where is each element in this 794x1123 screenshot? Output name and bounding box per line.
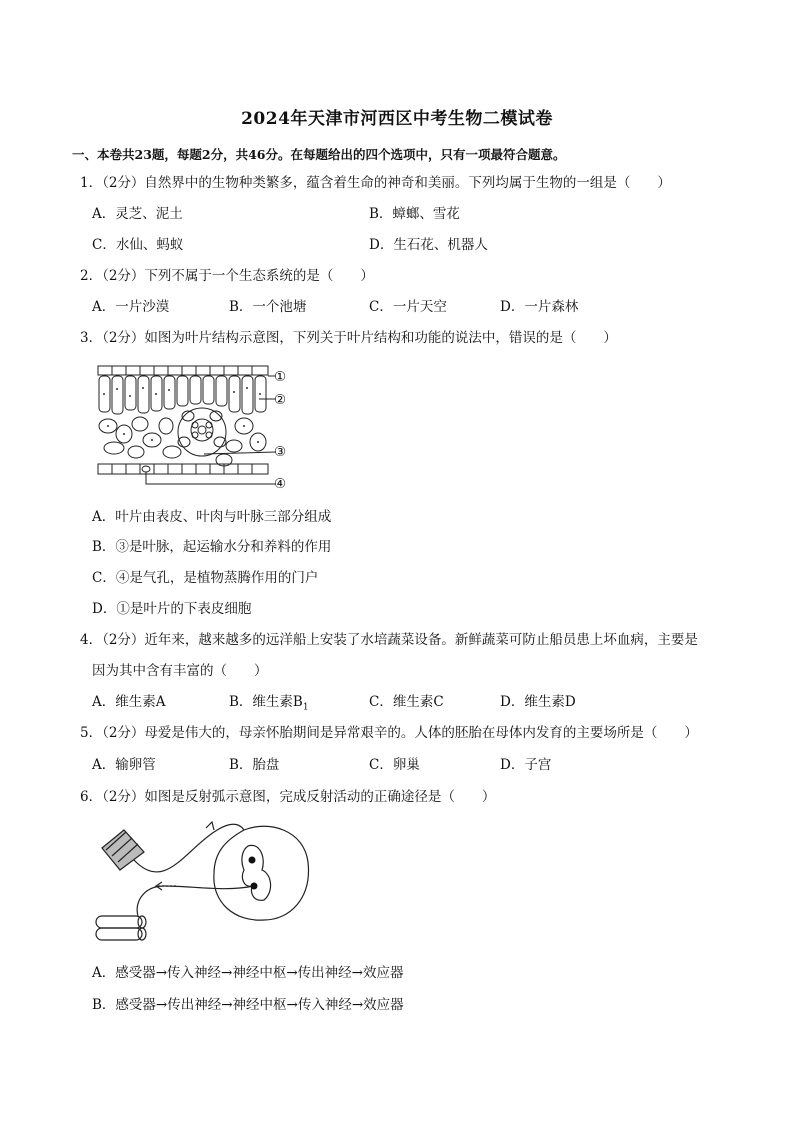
question-4-option-c[interactable]: C．维生素C <box>369 694 444 710</box>
diagram-label-3: ③ <box>274 444 287 460</box>
question-6-stem: 6．（2分）如图是反射弧示意图，完成反射活动的正确途径是（ ） <box>80 789 496 805</box>
question-4-option-b-subscript: 1 <box>302 702 309 713</box>
leaf-structure-diagram <box>94 364 304 494</box>
section-heading: 一、本卷共23题，每题2分，共46分。在每题给出的四个选项中，只有一项最符合题意。 <box>72 147 566 162</box>
diagram-label-1: ① <box>274 369 287 385</box>
question-1-option-c[interactable]: C．水仙、蚂蚁 <box>92 237 184 253</box>
question-1-option-b[interactable]: B．蟑螂、雪花 <box>369 206 460 222</box>
question-2-option-c[interactable]: C．一片天空 <box>369 299 447 315</box>
diagram-label-2: ② <box>274 392 287 408</box>
question-3-option-d[interactable]: D．①是叶片的下表皮细胞 <box>92 601 252 617</box>
reflex-arc-diagram <box>94 812 324 952</box>
question-2-option-d[interactable]: D．一片森林 <box>500 299 579 315</box>
question-5-option-b[interactable]: B．胎盘 <box>229 757 280 773</box>
question-4-option-b[interactable] <box>229 692 309 718</box>
question-5-stem: 5．（2分）母爱是伟大的，母亲怀胎期间是异常艰辛的。人体的胚胎在母体内发育的主要场所是（ ） <box>80 725 698 741</box>
question-2-option-a[interactable]: A．一片沙漠 <box>92 299 170 315</box>
question-6-option-a[interactable]: A．感受器→传入神经→神经中枢→传出神经→效应器 <box>92 965 404 981</box>
question-4-option-a[interactable]: A．维生素A <box>92 694 166 710</box>
page-title: 2024年天津市河西区中考生物二模试卷 <box>241 109 553 129</box>
question-5-option-d[interactable]: D．子宫 <box>500 757 552 773</box>
question-4-option-d[interactable]: D．维生素D <box>500 694 576 710</box>
question-3-stem: 3．（2分）如图为叶片结构示意图，下列关于叶片结构和功能的说法中，错误的是（ ） <box>80 330 617 346</box>
question-4-stem-line2: 因为其中含有丰富的（ ） <box>92 663 268 679</box>
question-5-option-a[interactable]: A．输卵管 <box>92 757 156 773</box>
question-2-stem: 2．（2分）下列不属于一个生态系统的是（ ） <box>80 268 374 284</box>
question-1-option-a[interactable]: A．灵芝、泥土 <box>92 206 183 222</box>
question-3-option-a[interactable]: A．叶片由表皮、叶肉与叶脉三部分组成 <box>92 509 332 525</box>
question-1-option-d[interactable]: D．生石花、机器人 <box>369 237 488 253</box>
question-5-option-c[interactable]: C．卵巢 <box>369 757 420 773</box>
question-1-stem: 1．（2分）自然界中的生物种类繁多，蕴含着生命的神奇和美丽。下列均属于生物的一组是（ ） <box>80 175 671 191</box>
question-6-option-b[interactable]: B．感受器→传出神经→神经中枢→传入神经→效应器 <box>92 997 404 1013</box>
question-3-option-b[interactable]: B．③是叶脉，起运输水分和养料的作用 <box>92 539 332 555</box>
question-4-option-b-text: B．维生素B <box>229 694 303 710</box>
question-3-option-c[interactable]: C．④是气孔，是植物蒸腾作用的门户 <box>92 570 319 586</box>
question-2-option-b[interactable]: B．一个池塘 <box>229 299 307 315</box>
diagram-label-4: ④ <box>274 476 287 492</box>
question-4-stem-line1: 4．（2分）近年来，越来越多的远洋船上安装了水培蔬菜设备。新鲜蔬菜可防止船员患上坏血病，主要是 <box>80 632 698 648</box>
